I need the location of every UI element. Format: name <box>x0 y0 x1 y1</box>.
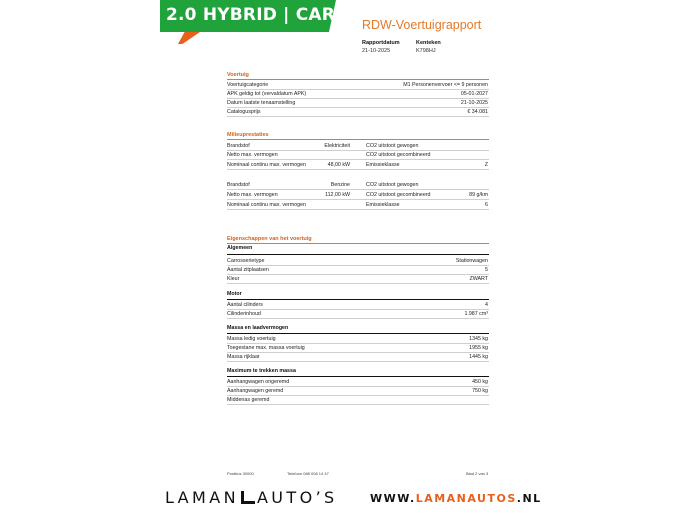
row-value: 21-10-2025 <box>460 99 488 106</box>
report-title: RDW-Voertuigrapport <box>362 18 482 32</box>
cell: Elektriciteit <box>324 142 350 149</box>
row-key: Aantal cilinders <box>227 301 263 308</box>
row-key: Voertuigcategorie <box>227 81 269 88</box>
table-row <box>227 352 489 362</box>
cell: Emissieklasse <box>366 201 400 208</box>
row-key: Massa ledig voertuig <box>227 335 276 342</box>
table-row <box>227 200 489 210</box>
table-row <box>227 107 489 117</box>
cell: 89 g/km <box>469 191 488 198</box>
row-value: Stationwagen <box>455 257 488 264</box>
row-key: Aantal zitplaatsen <box>227 266 269 273</box>
row-key: Aanhangwagen ongeremd <box>227 378 290 385</box>
cell: Brandstof <box>227 181 250 188</box>
row-value: 1955 kg <box>469 344 488 351</box>
model-banner-text: 2.0 HYBRID | CARPLAY <box>166 5 383 25</box>
report-date-value: 21-10-2025 <box>362 48 391 54</box>
row-key: Datum laatste tenaamstelling <box>227 99 296 106</box>
row-key: Middenas geremd <box>227 396 270 403</box>
dealer-logo-right: AUTO’S <box>256 488 338 507</box>
table-row <box>227 395 489 405</box>
row-key: Massa rijklaar <box>227 353 260 360</box>
cell: Benzine <box>330 181 350 188</box>
row-key: APK geldig tot (vervaldatum APK) <box>227 90 307 97</box>
l-logo-icon <box>241 491 255 504</box>
row-value: 05-01-2027 <box>460 90 488 97</box>
cell: Emissieklasse <box>366 161 400 168</box>
swoosh-logo-icon <box>178 32 200 44</box>
cell: CO2 uitstoot gewogen <box>366 181 419 188</box>
dealer-logo-left: LAMAN <box>165 488 239 507</box>
row-value: 5 <box>485 266 488 273</box>
subsection-title-massa: Massa en laadvermogen <box>227 325 289 331</box>
row-value: 1445 kg <box>469 353 488 360</box>
row-key: Cilinderinhoud <box>227 310 261 317</box>
row-key: Catalogusprijs <box>227 108 261 115</box>
cell: Netto max. vermogen <box>227 151 278 158</box>
row-value: 4 <box>485 301 488 308</box>
plate-value: K798HJ <box>416 48 436 54</box>
cell: Nominaal continu max. vermogen <box>227 201 306 208</box>
footer-page-number: Blad 2 van 3 <box>466 471 489 476</box>
site-name: LAMANAUTOS <box>415 492 517 505</box>
subsection-title-motor: Motor <box>227 291 242 297</box>
row-value: 1345 kg <box>469 335 488 342</box>
row-value: M1 Personenvervoer <= 9 personen <box>403 81 488 88</box>
cell: CO2 uitstoot gecombineerd <box>366 191 431 198</box>
report-date-label: Rapportdatum <box>362 40 400 46</box>
row-value: ZWART <box>469 275 488 282</box>
table-row <box>227 309 489 319</box>
row-key: Toegestane max. massa voertuig <box>227 344 305 351</box>
footer-telefoon: Telefoon 088 008 14 47 <box>287 471 329 476</box>
table-row <box>227 160 489 170</box>
subsection-title-algemeen: Algemeen <box>227 245 253 251</box>
row-value: € 34.081 <box>467 108 488 115</box>
cell: Brandstof <box>227 142 250 149</box>
section-divider <box>227 139 489 140</box>
site-prefix: WWW. <box>370 492 416 505</box>
subsection-divider <box>227 254 489 255</box>
footer-postbus: Postbus 30000 <box>227 471 254 476</box>
cell: Netto max. vermogen <box>227 191 278 198</box>
row-value: 450 kg <box>472 378 488 385</box>
dealer-logo <box>165 488 338 507</box>
cell: Z <box>484 161 488 168</box>
cell: 112,00 kW <box>325 191 350 198</box>
cell: Nominaal continu max. vermogen <box>227 161 306 168</box>
section-title-eigenschappen: Eigenschappen van het voertuig <box>227 236 312 242</box>
dealer-website <box>370 492 542 505</box>
site-suffix: .NL <box>516 492 542 505</box>
row-key: Aanhangwagen geremd <box>227 387 284 394</box>
row-value: 750 kg <box>472 387 488 394</box>
row-key: Carrosserietype <box>227 257 265 264</box>
table-row <box>227 274 489 284</box>
cell: CO2 uitstoot gecombineerd <box>366 151 431 158</box>
section-divider <box>227 243 489 244</box>
plate-label: Kenteken <box>416 40 441 46</box>
table-row <box>227 190 489 200</box>
row-value: 1.987 cm³ <box>464 310 488 317</box>
subsection-title-trekken: Maximum te trekken massa <box>227 368 296 374</box>
section-title-voertuig: Voertuig <box>227 72 249 78</box>
cell: 48,00 kW <box>327 161 350 168</box>
cell: 6 <box>485 201 488 208</box>
table-row <box>227 180 489 190</box>
table-row <box>227 150 489 160</box>
cell: CO2 uitstoot gewogen <box>366 142 419 149</box>
row-key: Kleur <box>227 275 240 282</box>
section-title-milieu: Milieuprestaties <box>227 132 269 138</box>
